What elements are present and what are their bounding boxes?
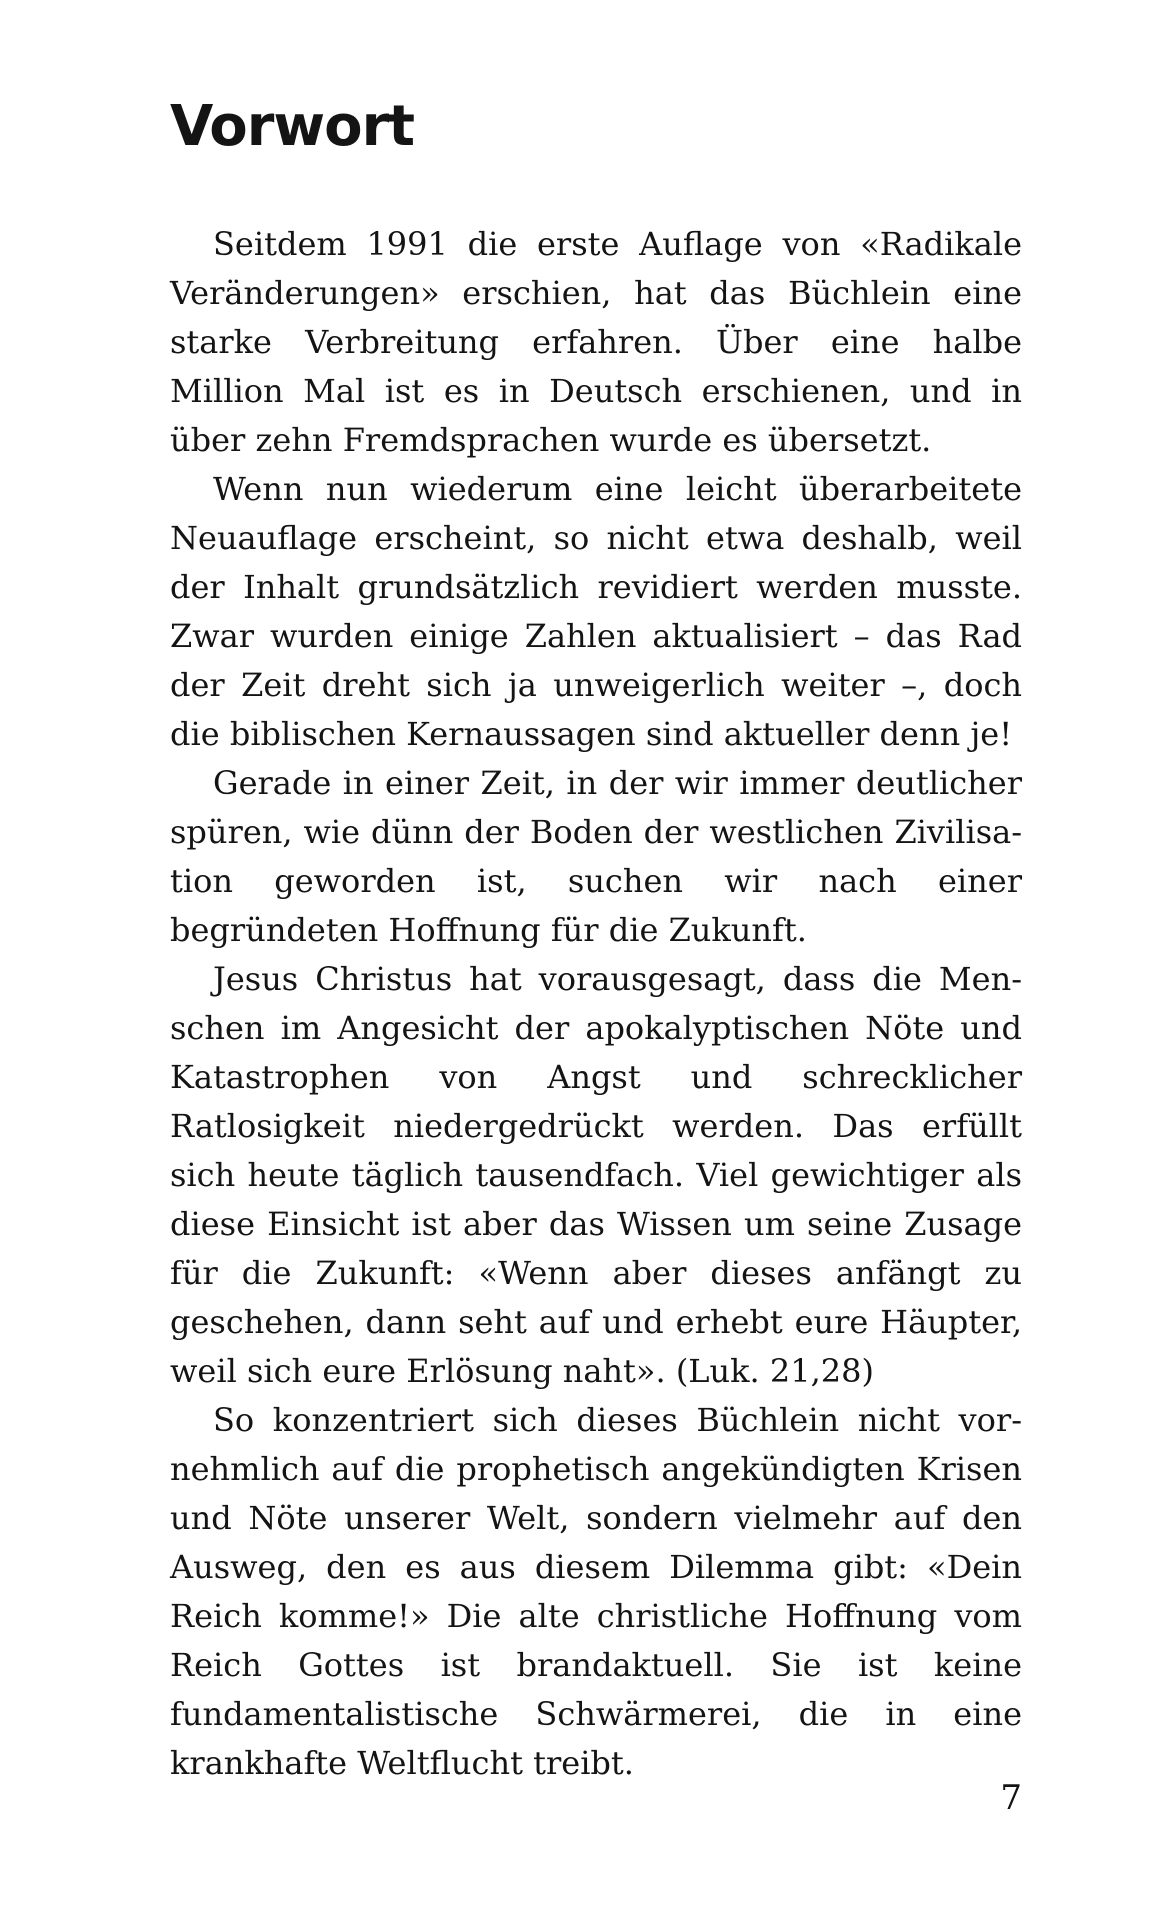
- paragraph-2: Wenn nun wiederum eine leicht überarbeitete Neuauflage erscheint, so nicht etwa deshalb, weil der Inhalt grundsätzlich revidiert werden musste. Zwar wurden einige Zahlen aktualisiert – das Rad der Zeit dreht sich ja unweigerlich weiter –, doch die biblischen Kernaussagen sind aktueller denn je!: [170, 470, 1022, 753]
- paragraph-5: So konzentriert sich dieses Büchlein nicht vornehmlich auf die prophetisch angekündigten Krisen und Nöte unserer Welt, sondern vielmehr auf den Ausweg, den es aus diesem Dilemma gibt: «Dein Reich komme!» Die alte christliche Hoffnung vom Reich Gottes ist brandaktuell. Sie ist keine fundamentalistische Schwärmerei, die in eine krankhafte Weltflucht treibt.: [170, 1401, 1022, 1782]
- paragraph-3: Gerade in einer Zeit, in der wir immer deutlicher spüren, wie dünn der Boden der westlichen Zivilisation geworden ist, suchen wir nach einer begründeten Hoffnung für die Zukunft.: [170, 764, 1022, 949]
- paragraph-1: Seitdem 1991 die erste Auflage von «Radikale Veränderungen» erschien, hat das Büchlein eine starke Verbreitung erfahren. Über eine halbe Million Mal ist es in Deutsch erschienen, und in über zehn Fremdsprachen wurde es übersetzt.: [170, 225, 1022, 459]
- page-number: 7: [1000, 1778, 1022, 1818]
- body-text: [170, 220, 1022, 1788]
- chapter-title: Vorwort: [170, 94, 414, 159]
- paragraph-4: Jesus Christus hat vorausgesagt, dass die Menschen im Angesicht der apokalyptischen Nöte und Katastrophen von Angst und schrecklicher Ratlosigkeit niedergedrückt werden. Das erfüllt sich heute täglich tausendfach. Viel gewichtiger als diese Einsicht ist aber das Wissen um seine Zusage für die Zukunft: «Wenn aber dieses anfängt zu geschehen, dann seht auf und erhebt eure Häupter, weil sich eure Erlösung naht». (Luk. 21,28): [170, 960, 1022, 1390]
